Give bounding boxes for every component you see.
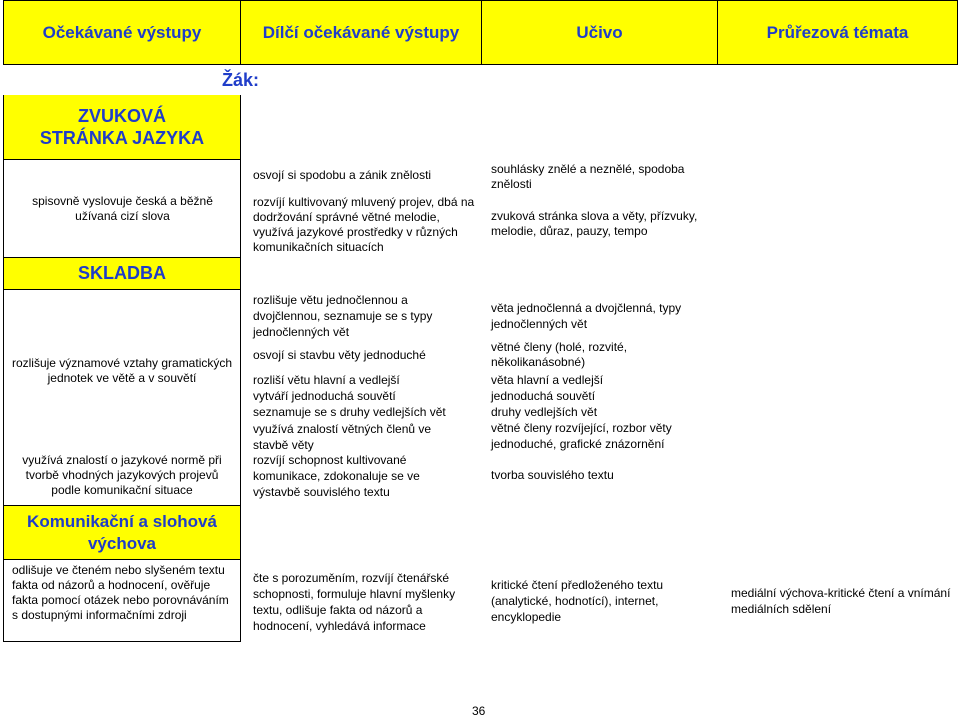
section-title: ZVUKOVÁ STRÁNKA JAZYKA: [39, 106, 205, 148]
ucivo-zvukova-stranka: zvuková stránka slova a věty, přízvuky, melodie, důraz, pauzy, tempo: [491, 209, 698, 238]
section-title: SKLADBA: [78, 263, 166, 283]
dilci-spodoba: osvojí si spodobu a zánik znělosti: [253, 168, 432, 182]
vystup-spisovne-vyslovuje: spisovně vyslovuje česká a běžně užívaná cizí slova: [32, 194, 213, 223]
ucivo-souvisly-text: tvorba souvislého textu: [491, 468, 614, 482]
header-ucivo: [481, 0, 718, 65]
vystup-vyznamove-vztahy: rozlišuje významové vztahy gramatických jednotek ve větě a v souvětí: [11, 356, 233, 385]
section-skladba: [3, 257, 241, 290]
section-title: Komunikační a slohová výchova: [27, 511, 217, 553]
dilci-jednoclenna: rozlišuje větu jednočlennou a dvojčlennou, seznamuje se s typy jednočlenných vět: [253, 293, 433, 339]
ucivo-kriticke-cteni: kritické čtení předloženého textu (analytické, hodnotící), internet, encyklopedie: [491, 578, 664, 624]
dilci-hlavni-vedlejsi: rozliší větu hlavní a vedlejší: [253, 373, 400, 387]
vystup-odlisuje-fakta: odlišuje ve čteném nebo slyšeném textu fakta od názorů a hodnocení, ověřuje fakta pomocí otázek nebo porovnáváním s dostupnými informačními zdroji: [12, 563, 229, 622]
ucivo-hlavni-vedlejsi: věta hlavní a vedlejší: [491, 373, 604, 387]
dilci-stavba-vety: osvojí si stavbu věty jednoduché: [253, 348, 426, 362]
dilci-vetne-cleny: využívá znalostí větných členů ve stavbě věty: [253, 422, 432, 452]
dilci-souveti: vytváří jednoduchá souvětí: [253, 389, 396, 403]
ucivo-rozbor: větné členy rozvíjející, rozbor věty jednoduché, grafické znázornění: [491, 421, 672, 451]
dilci-souvisly-text: rozvíjí schopnost kultivované komunikace, zdokonaluje se ve výstavbě souvislého textu: [253, 453, 420, 499]
temata-medialni-vychova: mediální výchova-kritické čtení a vnímání mediálních sdělení: [731, 586, 951, 616]
header-prurezova-temata: [717, 0, 958, 65]
zak-label: Žák:: [222, 70, 260, 90]
ucivo-souveti: jednoduchá souvětí: [491, 389, 596, 403]
dilci-kultivovany-projev: rozvíjí kultivovaný mluvený projev, dbá na dodržování správné větné melodie, využívá jazykové prostředky v různých komunikačních situacích: [253, 195, 475, 254]
header-label: Učivo: [576, 22, 623, 42]
dilci-cte-s-porozumenim: čte s porozuměním, rozvíjí čtenářské schopnosti, formuluje hlavní myšlenky textu, odlišuje fakta od názorů a hodnocení, vyhledává informace: [253, 571, 456, 633]
ucivo-druhy-vedlejsich: druhy vedlejších vět: [491, 405, 598, 419]
ucivo-souhlasky: souhlásky znělé a neznělé, spodoba znělosti: [491, 162, 685, 191]
header-label: Očekávané výstupy: [42, 22, 202, 42]
ucivo-vetne-cleny: větné členy (holé, rozvité, několikanásobné): [491, 340, 628, 369]
vystup-jazykova-norma: využívá znalostí o jazykové normě při tvorbě vhodných jazykových projevů podle komunikační situace: [22, 453, 222, 497]
header-ocekavane-vystupy: [3, 0, 241, 65]
page-number: 36: [472, 704, 486, 718]
header-label: Dílčí očekávané výstupy: [262, 22, 460, 42]
header-label: Průřezová témata: [766, 22, 909, 42]
ucivo-jednoclenna: věta jednočlenná a dvojčlenná, typy jednočlenných vět: [491, 301, 682, 331]
header-dilci-vystupy: [240, 0, 482, 65]
section-zvukova-stranka: [3, 95, 241, 160]
dilci-druhy-vedlejsich: seznamuje se s druhy vedlejších vět: [253, 405, 446, 419]
section-komunikacni: [3, 505, 241, 560]
